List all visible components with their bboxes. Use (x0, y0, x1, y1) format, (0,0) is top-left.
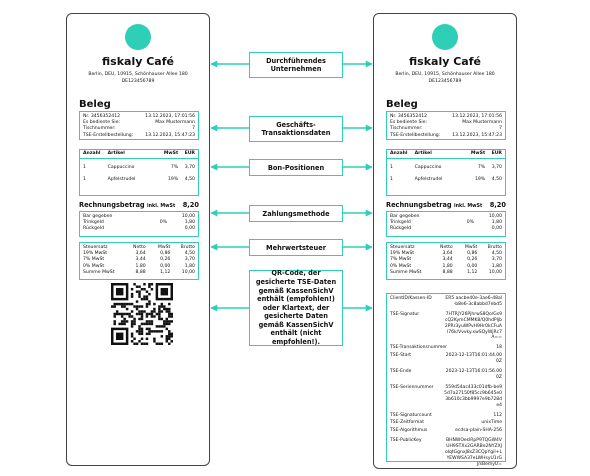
meta-key: Nr. 3456352412 (83, 114, 121, 119)
item-cell: Apfelstrudel (107, 177, 136, 183)
label-positions: Bon-Positionen (249, 159, 343, 176)
tse-value: 2023-12-13T16:01:44.000Z (445, 353, 502, 365)
items-header-cell: Anzahl (83, 151, 101, 156)
tse-data-box (386, 293, 506, 467)
tse-value: unixTime (481, 420, 502, 426)
total-sub: inkl. MwSt (146, 204, 176, 209)
tax-cell: 0,00 (160, 263, 171, 269)
items-header-cell: MwSt (163, 151, 179, 156)
tse-row (387, 296, 505, 308)
items-header-cell: Artikel (107, 151, 125, 156)
tax-cell: 0,26 (160, 257, 171, 263)
tse-row (387, 428, 505, 434)
payment-value: 0,00 (491, 226, 502, 232)
item-cell: 4,50 (491, 177, 502, 183)
item-row (387, 177, 505, 183)
label-tax: Mehrwertsteuer (249, 239, 343, 256)
qr-code-icon (111, 283, 173, 345)
total-label: Rechnungsbetrag (79, 201, 145, 209)
total-sub: inkl. MwSt (453, 204, 483, 209)
items-box (386, 149, 506, 196)
tse-value: BHNWOeslRpP9TQGW4VUH9STXx2GARBe2NYZXJoIqtGgnxJ8sZ3CQpYgiI+LYEWWSA37eLWHsyU1rGJ/sBemyU= (444, 438, 502, 467)
item-row (80, 177, 198, 183)
items-header (80, 151, 198, 159)
item-cell: 1 (390, 177, 393, 183)
brand-dot-icon (125, 24, 151, 50)
tax-cell: 3,64 (135, 251, 146, 257)
tax-cell: 7% MwSt (83, 257, 105, 263)
tse-value: 559d54ac433c01dfb-be95d7a27150f85cc9b645e03b610c3bb9997e9b728de4 (444, 384, 502, 408)
total-label: Rechnungsbetrag (386, 201, 452, 209)
meta-row (80, 133, 198, 139)
tse-row (387, 353, 505, 365)
payment-value: 1,80 (184, 220, 195, 226)
payment-label: Rückgeld (83, 226, 105, 232)
tse-key: TSE-Seriennummer (390, 384, 434, 390)
tse-row (387, 413, 505, 419)
tax-cell: 1,80 (135, 263, 146, 269)
tse-row (387, 385, 505, 409)
tax-cell: 4,50 (184, 251, 195, 257)
receipt-right (373, 13, 517, 469)
tax-cell: 0% MwSt (83, 263, 105, 269)
label-transaction: Geschäfts-Transaktionsdaten (249, 116, 343, 142)
payment-pct: 0% (466, 220, 474, 226)
item-cell: Cappuccino (107, 165, 135, 171)
tax-box (79, 242, 199, 280)
items-header-cell: EUR (184, 151, 195, 156)
tax-cell: 0,26 (467, 257, 478, 263)
tax-row (80, 270, 198, 276)
meta-row (387, 133, 505, 139)
payment-label: Rückgeld (390, 226, 412, 232)
tax-header-cell: MwSt (157, 245, 171, 250)
tax-cell: 8,88 (135, 269, 146, 275)
item-row (80, 165, 198, 171)
tax-header-cell: Steuersatz (390, 245, 415, 250)
tax-cell: 1,12 (467, 269, 478, 275)
meta-value: Max Mustermann (155, 120, 195, 126)
tse-key: TSE-Start (390, 353, 412, 359)
items-box (79, 149, 199, 196)
payment-box (386, 211, 506, 237)
item-cell: 3,70 (491, 165, 502, 171)
transaction-box (79, 111, 199, 140)
tse-row (387, 438, 505, 468)
tse-value: ER5 aacbe40e-3ae6-48al-b8e6-3c8abbd7ebd5 (445, 296, 502, 307)
label-company: Durchführendes Unternehmen (249, 52, 343, 78)
payment-pct: 0% (159, 220, 167, 226)
meta-key: Tischnummer: (390, 126, 423, 132)
tse-key: TSE-Zeitformat (390, 420, 424, 426)
tax-header-cell: Brutto (180, 245, 195, 250)
tse-value: 18 (496, 345, 502, 351)
beleg-title: Beleg (79, 99, 111, 110)
meta-key: TSE-Erstellbestellung: (83, 132, 134, 138)
tax-cell: 0,00 (467, 263, 478, 269)
tax-cell: 10,00 (488, 269, 502, 275)
tax-cell: Summe MwSt (83, 269, 115, 275)
tse-key: TSE-PublicKey (390, 438, 422, 444)
tse-value: 7HTRjY26PjhrwS8Qo/Gs9cQ2KymCMMK8/Q0hdPljb2PRr3yuWPvH9Hr0kCFuAl76k/Vvvky.xwSQyWjRc7A== (444, 311, 502, 341)
tse-key: TSE-Signaturcount (390, 412, 432, 418)
tse-row (387, 312, 505, 342)
tse-row (387, 369, 505, 381)
tax-id: DE123456789 (428, 79, 462, 84)
tse-key: ClientID/Kassen-ID (390, 296, 432, 301)
total-value: 8,20 (489, 201, 506, 209)
meta-key: Tischnummer: (83, 126, 116, 132)
payment-pct (446, 226, 474, 232)
payment-value: 1,80 (491, 220, 502, 226)
total-value: 8,20 (182, 201, 199, 209)
tax-id: DE123456789 (121, 79, 155, 84)
meta-key: Es bediente Sie: (390, 120, 428, 126)
item-cell: Cappuccino (414, 165, 442, 171)
item-cell: 7% (170, 165, 179, 171)
tse-value: 2023-12-13T16:01:56.000Z (445, 369, 502, 380)
tax-cell: 3,64 (442, 251, 453, 257)
meta-value: 13.12.2023, 15:47:23 (145, 132, 195, 138)
address: Berlin, DEU, 10915, Schönhauser Allee 180 (88, 72, 188, 77)
payment-value: 10,00 (488, 214, 502, 219)
meta-key: TSE-Erstellbestellung: (390, 132, 441, 138)
item-cell: 4,50 (184, 177, 195, 183)
payment-label: Trinkgeld (83, 220, 104, 226)
item-cell: 19% (474, 177, 486, 183)
tse-value: ecdsa-plain-SHA-256 (455, 428, 502, 434)
payment-label: Bar gegeben (390, 214, 420, 219)
tse-key: TSE-Signatur (390, 311, 420, 317)
payment-row (80, 226, 198, 232)
payment-value: 0,00 (184, 226, 195, 232)
tax-cell: 0,86 (160, 251, 171, 257)
label-payment: Zahlungsmethode (249, 205, 343, 222)
tax-header-cell: Brutto (487, 245, 502, 250)
tax-cell: 19% MwSt (390, 251, 415, 257)
receipt-left (66, 13, 210, 466)
transaction-box (386, 111, 506, 140)
items-header-cell: Anzahl (390, 151, 408, 156)
items-header (387, 151, 505, 159)
item-cell: Apfelstrudel (414, 177, 443, 183)
company-info (67, 71, 209, 85)
tax-header-cell: Netto (440, 245, 453, 250)
tax-cell: 1,80 (442, 263, 453, 269)
tax-cell: 3,70 (184, 257, 195, 263)
brand-dot-icon (432, 24, 458, 50)
items-header-cell: EUR (491, 151, 502, 156)
tax-header-cell: Netto (133, 245, 146, 250)
tax-cell: 3,44 (442, 257, 453, 263)
meta-value: 13.12.2023, 17:01:56 (452, 114, 502, 119)
tax-cell: 3,44 (135, 257, 146, 263)
total-line (79, 201, 199, 209)
tax-cell: 1,80 (491, 263, 502, 269)
cafe-name: fiskaly Café (409, 55, 481, 68)
tax-cell: 19% MwSt (83, 251, 108, 257)
item-cell: 1 (83, 165, 86, 171)
items-header-cell: MwSt (470, 151, 486, 156)
tax-cell: 8,88 (442, 269, 453, 275)
meta-value: Max Mustermann (462, 120, 502, 126)
address: Berlin, DEU, 10915, Schönhauser Allee 180 (395, 72, 495, 77)
item-cell: 1 (83, 177, 86, 183)
label-qr: QR-Code, der gesicherte TSE-Daten gemäß KassenSichV enthält (empfohlen!) oder Klartext, der gesicherte Daten gemäß KassenSichV enthält (nicht empfohlen!). (249, 270, 343, 346)
tax-box (386, 242, 506, 280)
payment-label: Trinkgeld (390, 220, 411, 226)
tse-key: TSE-Transaktionsnummer (390, 345, 447, 351)
tse-row (387, 420, 505, 426)
tax-cell: 0,86 (467, 251, 478, 257)
tax-cell: Summe MwSt (390, 269, 422, 275)
item-cell: 1 (390, 165, 393, 171)
payment-label: Bar gegeben (83, 214, 113, 219)
payment-pct (139, 226, 167, 232)
items-header-cell: Artikel (414, 151, 432, 156)
tax-cell: 10,00 (181, 269, 195, 275)
item-cell: 3,70 (184, 165, 195, 171)
meta-key: Nr. 3456352412 (390, 114, 428, 119)
meta-value: 13.12.2023, 15:47:23 (452, 132, 502, 138)
item-cell: 7% (477, 165, 486, 171)
tax-cell: 1,12 (160, 269, 171, 275)
payment-value: 10,00 (181, 214, 195, 219)
company-info (374, 71, 516, 85)
total-line (386, 201, 506, 209)
tse-key: TSE-Ende (390, 369, 412, 375)
payment-box (79, 211, 199, 237)
item-cell: 19% (167, 177, 179, 183)
tax-cell: 7% MwSt (390, 257, 412, 263)
tse-value: 112 (493, 412, 502, 418)
beleg-title: Beleg (386, 99, 418, 110)
tax-row (387, 270, 505, 276)
meta-value: 7 (192, 126, 195, 132)
item-row (387, 165, 505, 171)
tax-header-cell: MwSt (464, 245, 478, 250)
meta-value: 7 (499, 126, 502, 132)
tax-cell: 1,80 (184, 263, 195, 269)
tax-cell: 0% MwSt (390, 263, 412, 269)
meta-key: Es bediente Sie: (83, 120, 121, 126)
tse-key: TSE-Algorithmus (390, 428, 428, 434)
meta-value: 13.12.2023, 17:01:56 (145, 114, 195, 119)
tax-header-cell: Steuersatz (83, 245, 108, 250)
payment-row (387, 226, 505, 232)
cafe-name: fiskaly Café (102, 55, 174, 68)
tax-cell: 4,50 (491, 251, 502, 257)
tax-cell: 3,70 (491, 257, 502, 263)
tse-row (387, 345, 505, 351)
